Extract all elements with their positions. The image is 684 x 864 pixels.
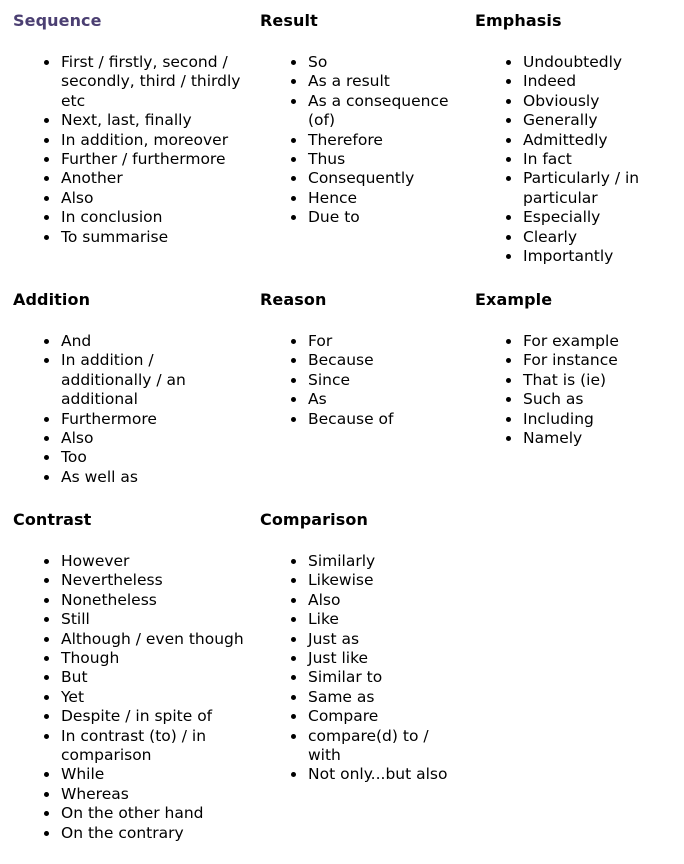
list-item: Generally [523,111,680,130]
list-item: Also [308,591,470,610]
list-item: To summarise [61,228,261,247]
list-item: Same as [308,688,470,707]
section-emphasis [475,11,680,266]
section-result [260,11,470,228]
list-comparison [260,552,470,785]
list-item: Next, last, finally [61,111,261,130]
list-item: Hence [308,189,470,208]
list-item: Similar to [308,668,470,687]
list-item: In fact [523,150,680,169]
list-addition [13,332,261,487]
list-item: Just as [308,630,470,649]
list-item: Just like [308,649,470,668]
list-item: That is (ie) [523,371,680,390]
list-item: Such as [523,390,680,409]
list-item: Similarly [308,552,470,571]
list-item: As [308,390,470,409]
list-item: Importantly [523,247,680,266]
list-item: However [61,552,261,571]
list-item: Indeed [523,72,680,91]
list-item: In contrast (to) / in comparison [61,727,229,766]
list-item: Another [61,169,261,188]
list-item: In conclusion [61,208,261,227]
section-contrast [13,510,261,843]
list-result [260,53,470,228]
list-item: For instance [523,351,680,370]
list-item: In addition, moreover [61,131,261,150]
list-item: As well as [61,468,261,487]
list-item: Despite / in spite of [61,707,261,726]
list-item: Because of [308,410,470,429]
list-item: Like [308,610,470,629]
list-item: Still [61,610,261,629]
list-item: As a result [308,72,470,91]
list-item: Especially [523,208,680,227]
section-comparison [260,510,470,785]
section-heading-result: Result [260,11,318,30]
list-item: Not only...but also [308,765,470,784]
list-item: First / firstly, second / secondly, third / thirdly etc [61,53,261,111]
section-example [475,290,680,448]
list-item: Namely [523,429,680,448]
list-item: And [61,332,261,351]
section-heading-sequence[interactable]: Sequence [13,11,102,30]
section-heading-comparison: Comparison [260,510,368,529]
list-item: While [61,765,261,784]
list-item: So [308,53,470,72]
section-sequence [13,11,261,247]
list-example [475,332,680,448]
list-item: Furthermore [61,410,261,429]
list-item: For [308,332,470,351]
list-item: As a consequence (of) [308,92,470,131]
list-item: Yet [61,688,261,707]
list-item: Nevertheless [61,571,261,590]
list-reason [260,332,470,429]
list-emphasis [475,53,680,266]
list-item: Including [523,410,680,429]
list-item: Therefore [308,131,470,150]
list-contrast [13,552,261,843]
list-item: In addition / additionally / an additional [61,351,211,409]
list-item: Because [308,351,470,370]
list-item: Particularly / in particular [523,169,680,208]
section-heading-addition: Addition [13,290,91,309]
list-sequence [13,53,261,247]
list-item: Further / furthermore [61,150,261,169]
list-item: Due to [308,208,470,227]
list-item: But [61,668,261,687]
list-item: Undoubtedly [523,53,680,72]
section-addition [13,290,261,487]
list-item: Since [308,371,470,390]
list-item: Although / even though [61,630,261,649]
list-item: Obviously [523,92,680,111]
list-item: Whereas [61,785,261,804]
list-item: Likewise [308,571,470,590]
list-item: Too [61,448,261,467]
list-item: Also [61,189,261,208]
list-item: Also [61,429,261,448]
list-item: Compare [308,707,470,726]
list-item: compare(d) to / with [308,727,443,766]
list-item: Consequently [308,169,470,188]
list-item: Thus [308,150,470,169]
list-item: Though [61,649,261,668]
section-reason [260,290,470,429]
list-item: Clearly [523,228,680,247]
list-item: Admittedly [523,131,680,150]
section-heading-emphasis: Emphasis [475,11,562,30]
list-item: For example [523,332,680,351]
section-heading-reason: Reason [260,290,327,309]
list-item: On the other hand [61,804,261,823]
list-item: Nonetheless [61,591,261,610]
list-item: On the contrary [61,824,261,843]
section-heading-contrast: Contrast [13,510,92,529]
section-heading-example: Example [475,290,553,309]
